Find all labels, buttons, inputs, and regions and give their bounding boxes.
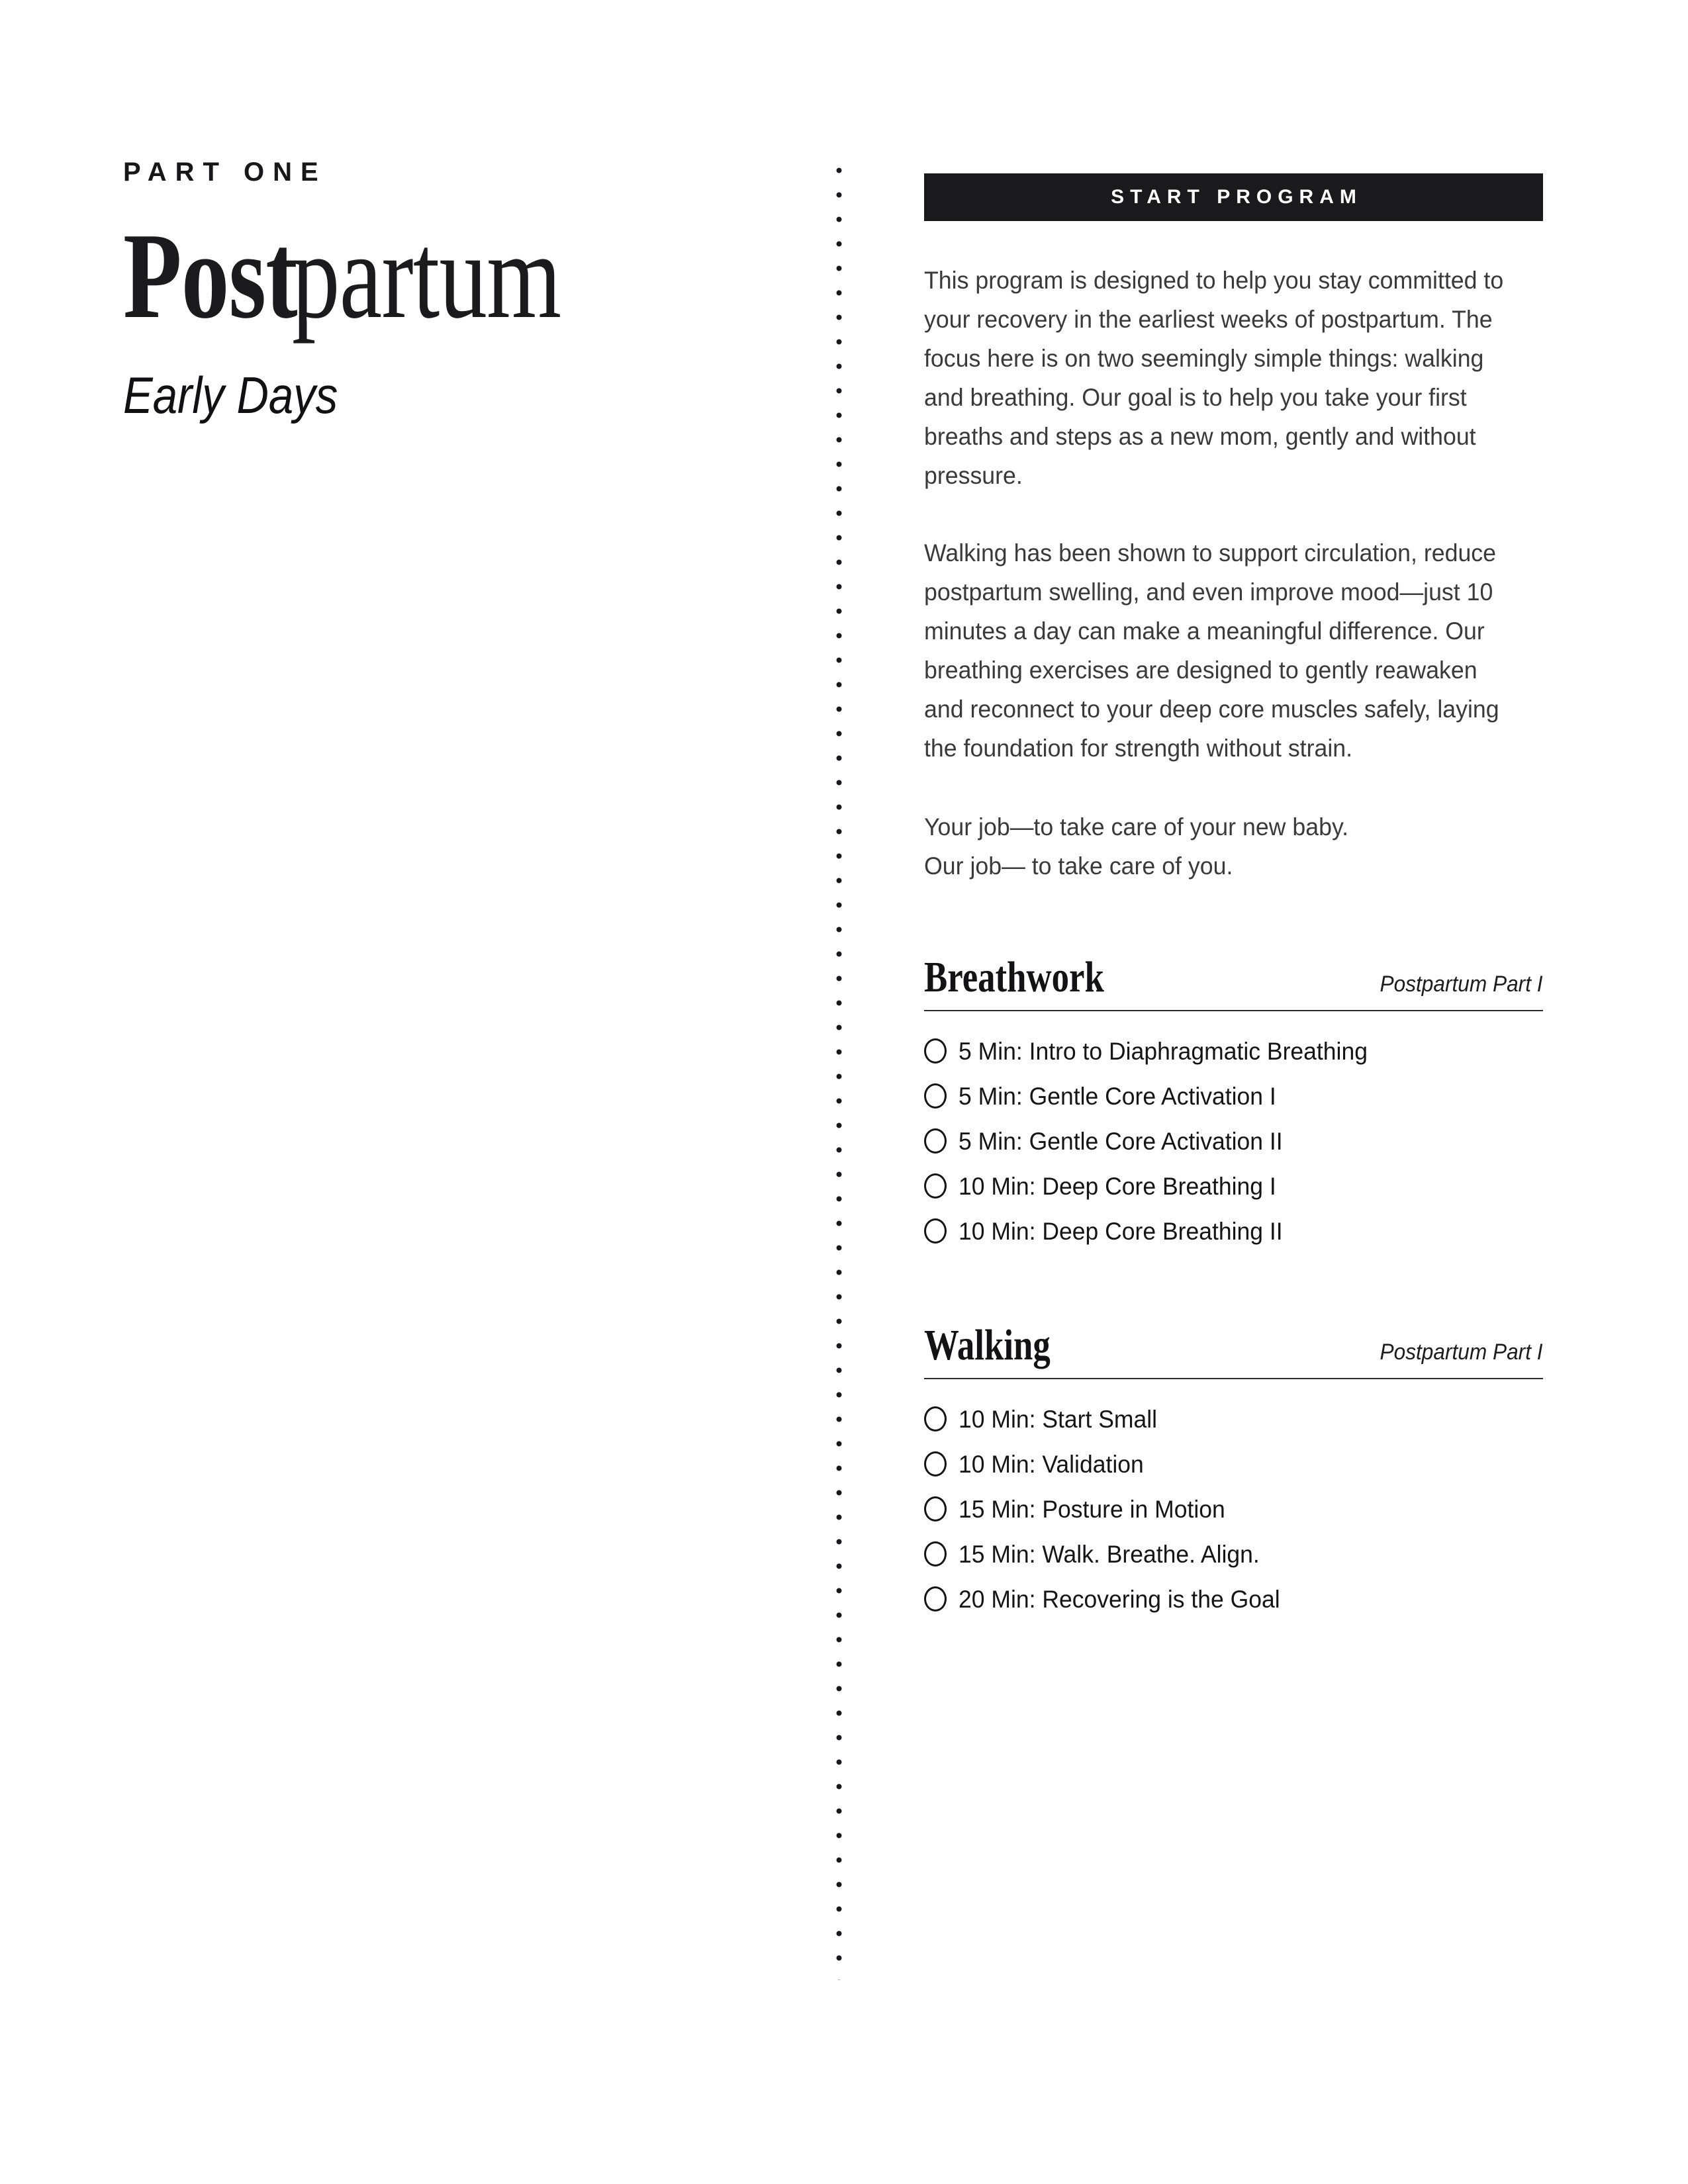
list-item-label: 15 Min: Walk. Breathe. Align. <box>959 1540 1260 1568</box>
vertical-dotted-divider <box>835 167 843 1980</box>
checkbox-circle-icon[interactable] <box>924 1083 947 1109</box>
intro-paragraph-3-line-2: Our job— to take care of you. <box>924 852 1233 880</box>
list-item-label: 5 Min: Intro to Diaphragmatic Breathing <box>959 1037 1368 1065</box>
list-item-label: 10 Min: Deep Core Breathing I <box>959 1172 1276 1200</box>
page-title-bold-segment: Post <box>123 208 297 344</box>
checkbox-circle-icon[interactable] <box>924 1586 947 1612</box>
section-walking <box>924 1321 1543 1621</box>
section-tag-breathwork: Postpartum Part I <box>1380 972 1543 997</box>
checkbox-circle-icon[interactable] <box>924 1038 947 1064</box>
checkbox-circle-icon[interactable] <box>924 1451 947 1477</box>
list-item[interactable] <box>924 1441 1543 1486</box>
list-item-label: 5 Min: Gentle Core Activation II <box>959 1127 1283 1155</box>
part-label: PART ONE <box>123 158 327 187</box>
section-breathwork <box>924 953 1543 1253</box>
checklist-walking <box>924 1396 1543 1621</box>
list-item-label: 5 Min: Gentle Core Activation I <box>959 1082 1276 1110</box>
list-item-label: 20 Min: Recovering is the Goal <box>959 1585 1280 1613</box>
list-item-label: 10 Min: Deep Core Breathing II <box>959 1217 1283 1245</box>
checkbox-circle-icon[interactable] <box>924 1496 947 1522</box>
intro-paragraph-1: This program is designed to help you stay committed to your recovery in the earliest weeks of postpartum. The focus here is on two seemingly simple things: walking and breathing. Our goal is to help you take your first breaths and steps as a new mom, gently and without pressure. <box>924 267 1504 489</box>
start-program-button[interactable]: START PROGRAM <box>924 173 1543 221</box>
list-item[interactable] <box>924 1163 1543 1208</box>
page-subtitle: Early Days <box>123 366 338 424</box>
checkbox-circle-icon[interactable] <box>924 1128 947 1154</box>
section-tag-walking: Postpartum Part I <box>1380 1340 1543 1365</box>
list-item[interactable] <box>924 1073 1543 1118</box>
checklist-breathwork <box>924 1028 1543 1253</box>
list-item-label: 15 Min: Posture in Motion <box>959 1495 1225 1523</box>
checkbox-circle-icon[interactable] <box>924 1173 947 1199</box>
list-item[interactable] <box>924 1396 1543 1441</box>
section-header-walking <box>924 1321 1543 1379</box>
program-column <box>924 173 1543 1621</box>
checkbox-circle-icon[interactable] <box>924 1541 947 1567</box>
checkbox-circle-icon[interactable] <box>924 1218 947 1244</box>
list-item[interactable] <box>924 1118 1543 1163</box>
section-title-walking: Walking <box>924 1321 1051 1369</box>
intro-paragraph-2: Walking has been shown to support circulation, reduce postpartum swelling, and even improve mood—just 10 minutes a day can make a meaningful difference. Our breathing exercises are designed to gently reawaken and reconnect to your deep core muscles safely, laying the foundation for strength without strain. <box>924 539 1499 762</box>
page-title-light-segment: partum <box>291 208 561 344</box>
list-item[interactable] <box>924 1208 1543 1253</box>
section-title-breathwork: Breathwork <box>924 953 1104 1001</box>
section-header-breathwork <box>924 953 1543 1011</box>
list-item-label: 10 Min: Validation <box>959 1450 1144 1478</box>
page-title <box>123 208 785 344</box>
list-item[interactable] <box>924 1576 1543 1621</box>
list-item-label: 10 Min: Start Small <box>959 1405 1158 1433</box>
title-column <box>123 158 785 424</box>
list-item[interactable] <box>924 1531 1543 1576</box>
list-item[interactable] <box>924 1486 1543 1531</box>
intro-paragraph-3-line-1: Your job—to take care of your new baby. <box>924 813 1349 841</box>
checkbox-circle-icon[interactable] <box>924 1406 947 1432</box>
list-item[interactable] <box>924 1028 1543 1073</box>
intro-paragraph-3 <box>924 807 1521 886</box>
